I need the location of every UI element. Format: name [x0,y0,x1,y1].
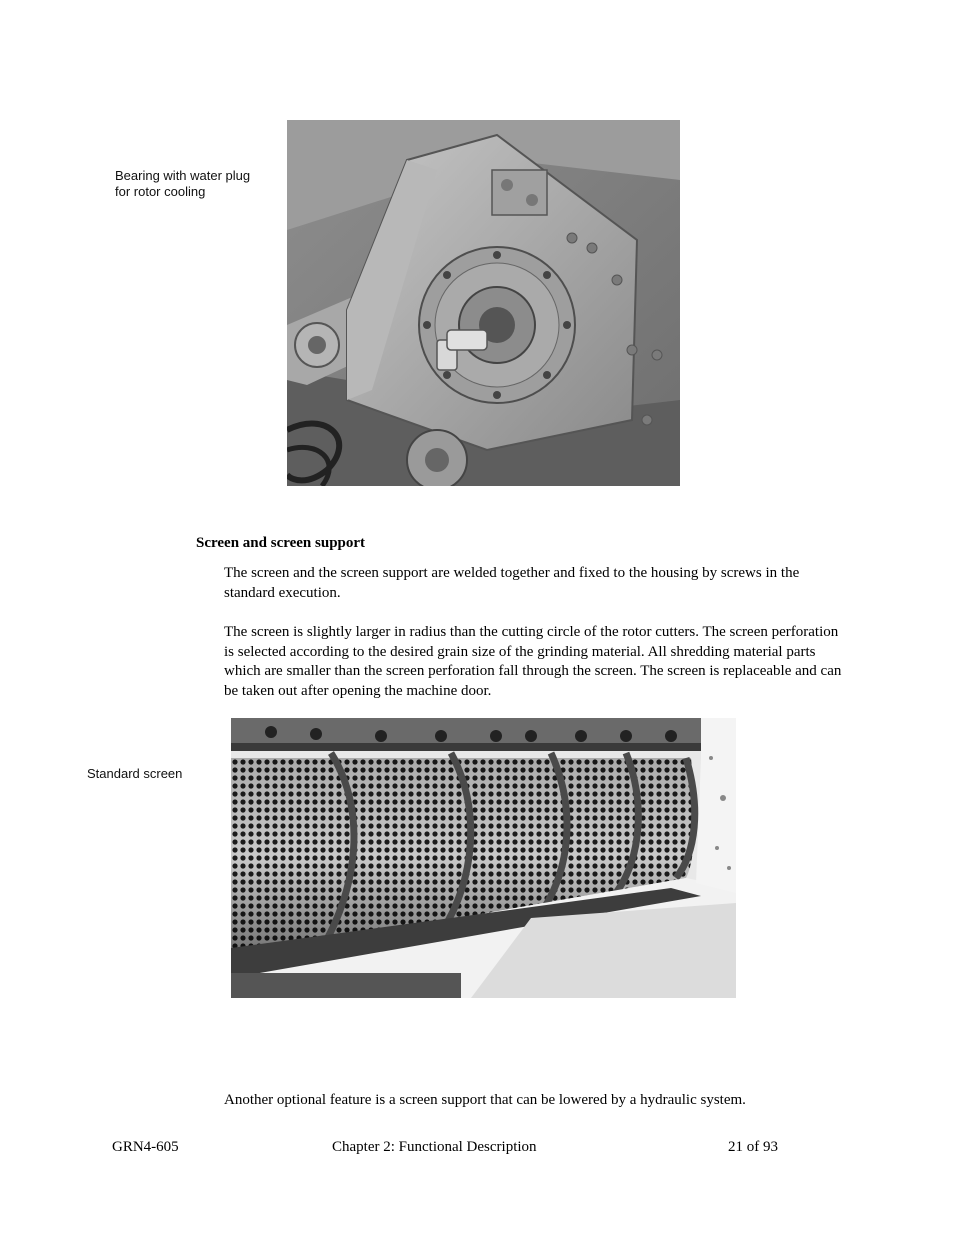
standard-screen-caption: Standard screen [87,766,183,781]
footer-document-id: GRN4-605 [112,1139,179,1155]
footer-page-number: 21 of 93 [728,1139,778,1155]
caption-line-1: Bearing with water plug [115,168,251,183]
screen-radius-paragraph: The screen is slightly larger in radius than the cutting circle of the rotor cutters. The screen perforation is selected according to the desired grain size of the grinding material. All shredding material parts which are smaller than the screen perforation fall through the screen. The screen is replaceable and can be taken out after opening the machine door. [224,624,842,699]
screen-support-paragraph: The screen and the screen support are welded together and fixed to the housing by screws in the standard execution. [224,565,800,601]
bearing-figure-caption [115,168,280,200]
caption-line-2: for rotor cooling [115,184,206,199]
section-heading: Screen and screen support [196,535,366,551]
bearing-photo [287,120,680,486]
closing-paragraph: Another optional feature is a screen support that can be lowered by a hydraulic system. [224,1092,746,1108]
footer-chapter: Chapter 2: Functional Description [332,1139,537,1155]
standard-screen-photo [231,718,736,998]
